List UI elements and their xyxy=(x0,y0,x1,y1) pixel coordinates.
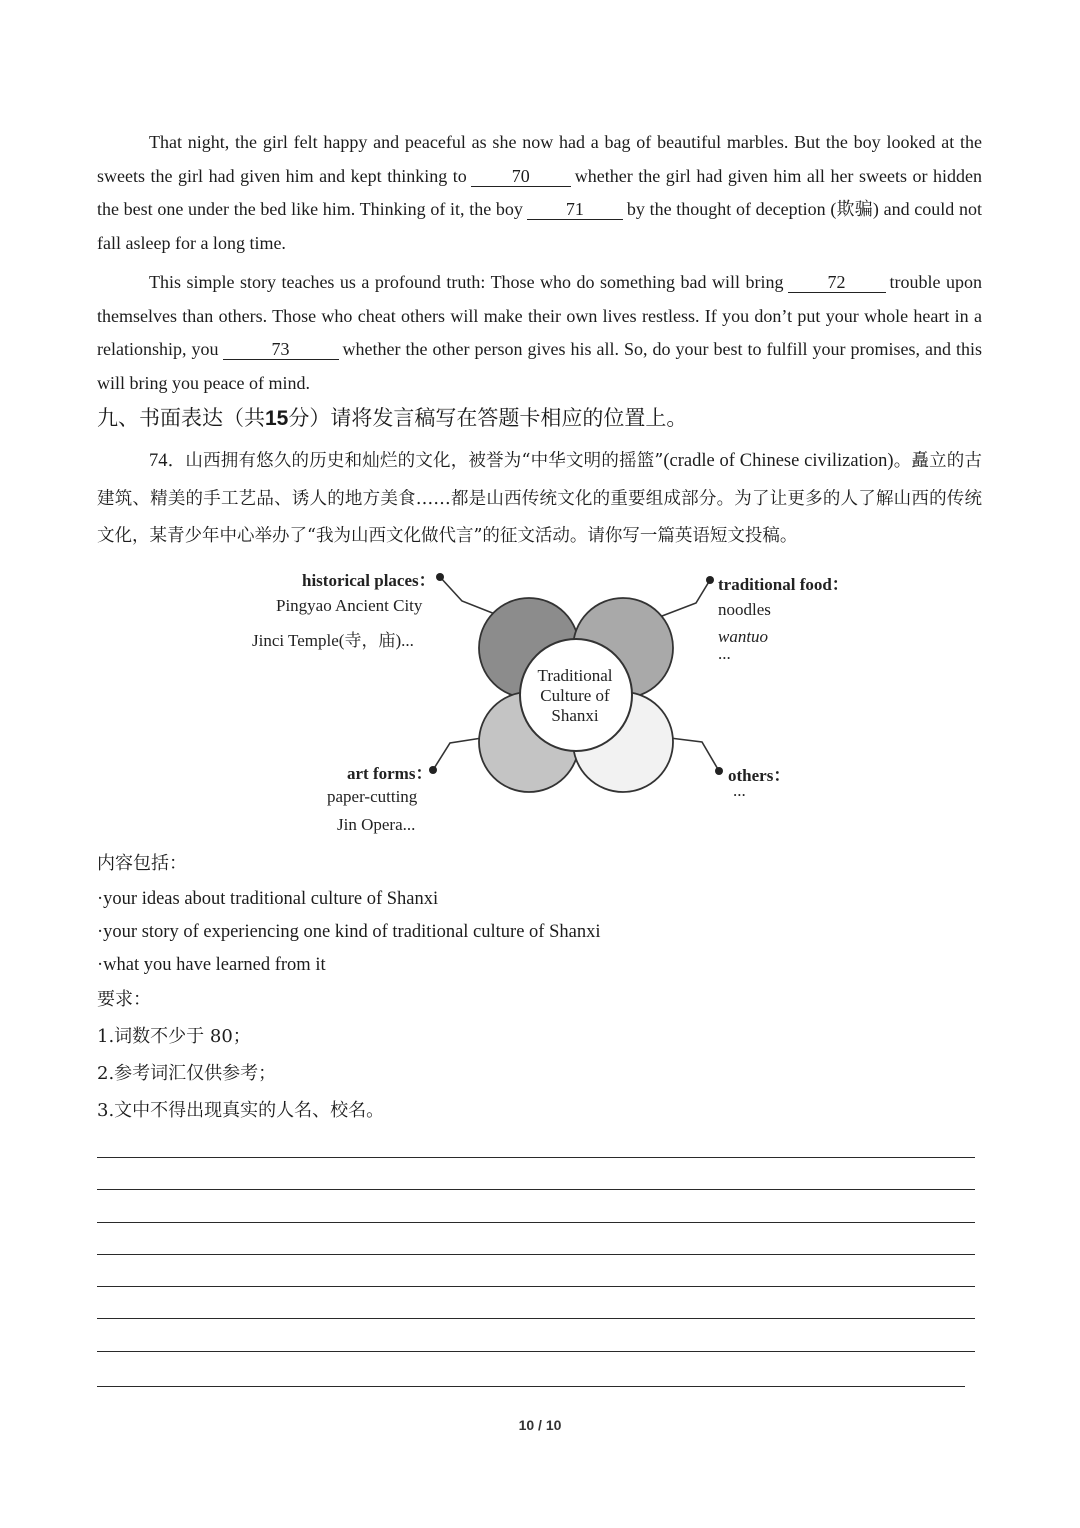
label-traditional-food: traditional food： xyxy=(718,575,849,594)
item-paper-cutting: paper-cutting xyxy=(327,787,418,806)
label-art-forms: art forms： xyxy=(347,764,433,783)
connector-art xyxy=(433,738,482,770)
item-wantuo: wantuo xyxy=(718,627,769,646)
passage-text: trouble upon themselves than others. Those who cheat others will make their own lives restless. If you don’t put your whole heart in a relationship, you xyxy=(97,272,982,359)
writing-line[interactable] xyxy=(97,1254,975,1255)
passage-text: That night, the girl felt happy and peaceful as she now had a bag of beautiful marbles. But the boy looked at the sweets the girl had given him and kept thinking to xyxy=(97,132,982,186)
writing-line[interactable] xyxy=(97,1222,975,1223)
blank-71: 71 xyxy=(527,199,623,220)
item-jinci: Jinci Temple(寺，庙)... xyxy=(252,631,414,650)
passage-text: by the thought of deception (欺骗) and could not fall asleep for a long time. xyxy=(97,199,982,253)
label-others: others： xyxy=(728,766,791,785)
content-bullet-3: ·what you have learned from it xyxy=(97,955,326,975)
connector-food xyxy=(662,580,710,616)
dot-others xyxy=(715,767,723,775)
passage-text: This simple story teaches us a profound truth: Those who do something bad will bring xyxy=(149,272,784,292)
item-jin-opera: Jin Opera... xyxy=(337,815,416,834)
writing-line[interactable] xyxy=(97,1157,975,1158)
dot-historical xyxy=(436,573,444,581)
content-bullet-1: ·your ideas about traditional culture of Shanxi xyxy=(97,889,439,909)
dot-food xyxy=(706,576,714,584)
blank-70: 70 xyxy=(471,166,571,187)
blank-72: 72 xyxy=(788,272,886,293)
writing-line[interactable] xyxy=(97,1351,975,1352)
item-pingyao: Pingyao Ancient City xyxy=(276,596,423,615)
requirement-1: 1.词数不少于 80； xyxy=(97,1026,251,1047)
passage-text: whether the girl had given him all her sweets or hidden the best one under the bed like him. Thinking of it, the boy xyxy=(97,165,982,219)
passage-paragraph-2 xyxy=(97,266,982,400)
connector-others xyxy=(670,738,719,771)
content-bullet-2: ·your story of experiencing one kind of traditional culture of Shanxi xyxy=(97,922,601,942)
passage-paragraph-1 xyxy=(97,126,982,260)
page-number: 10 / 10 xyxy=(518,1417,562,1433)
writing-line[interactable] xyxy=(97,1286,975,1287)
item-noodles: noodles xyxy=(718,600,771,619)
task-number: 74 xyxy=(149,451,168,471)
item-food-more: ... xyxy=(718,644,731,663)
task-prompt: 74．山西拥有悠久的历史和灿烂的文化，被誉为“中华文明的摇篮”(cradle of Chinese civilization)。矗立的古建筑、精美的手工艺品、诱人的地方美食……都是山西传统文化的重要组成部分。为了让更多的人了解山西的传统文化，某青少年中心举办了“我为山西文化做代言”的征文活动。请你写一篇英语短文投稿。 xyxy=(97,451,982,546)
requirements-heading: 要求： xyxy=(97,989,151,1010)
connector-historical xyxy=(440,577,495,614)
requirement-3: 3.文中不得出现真实的人名、校名。 xyxy=(97,1100,385,1121)
writing-line[interactable] xyxy=(97,1386,965,1387)
writing-line[interactable] xyxy=(97,1318,975,1319)
blank-73: 73 xyxy=(223,339,339,360)
center-label: Traditional Culture of Shanxi xyxy=(537,666,613,725)
passage-text: whether the other person gives his all. So, do your best to fulfill your promises, and this will bring you peace of mind. xyxy=(97,339,983,393)
requirement-2: 2.参考词汇仅供参考； xyxy=(97,1063,277,1084)
writing-line[interactable] xyxy=(97,1189,975,1190)
item-others-more: ... xyxy=(733,781,746,800)
section-heading: 九、书面表达（共15分）请将发言稿写在答题卡相应的位置上。 xyxy=(97,406,688,430)
culture-mind-map xyxy=(230,556,870,846)
content-heading: 内容包括： xyxy=(97,853,187,874)
section-score: 15 xyxy=(265,407,289,430)
label-historical-places: historical places： xyxy=(302,571,436,590)
